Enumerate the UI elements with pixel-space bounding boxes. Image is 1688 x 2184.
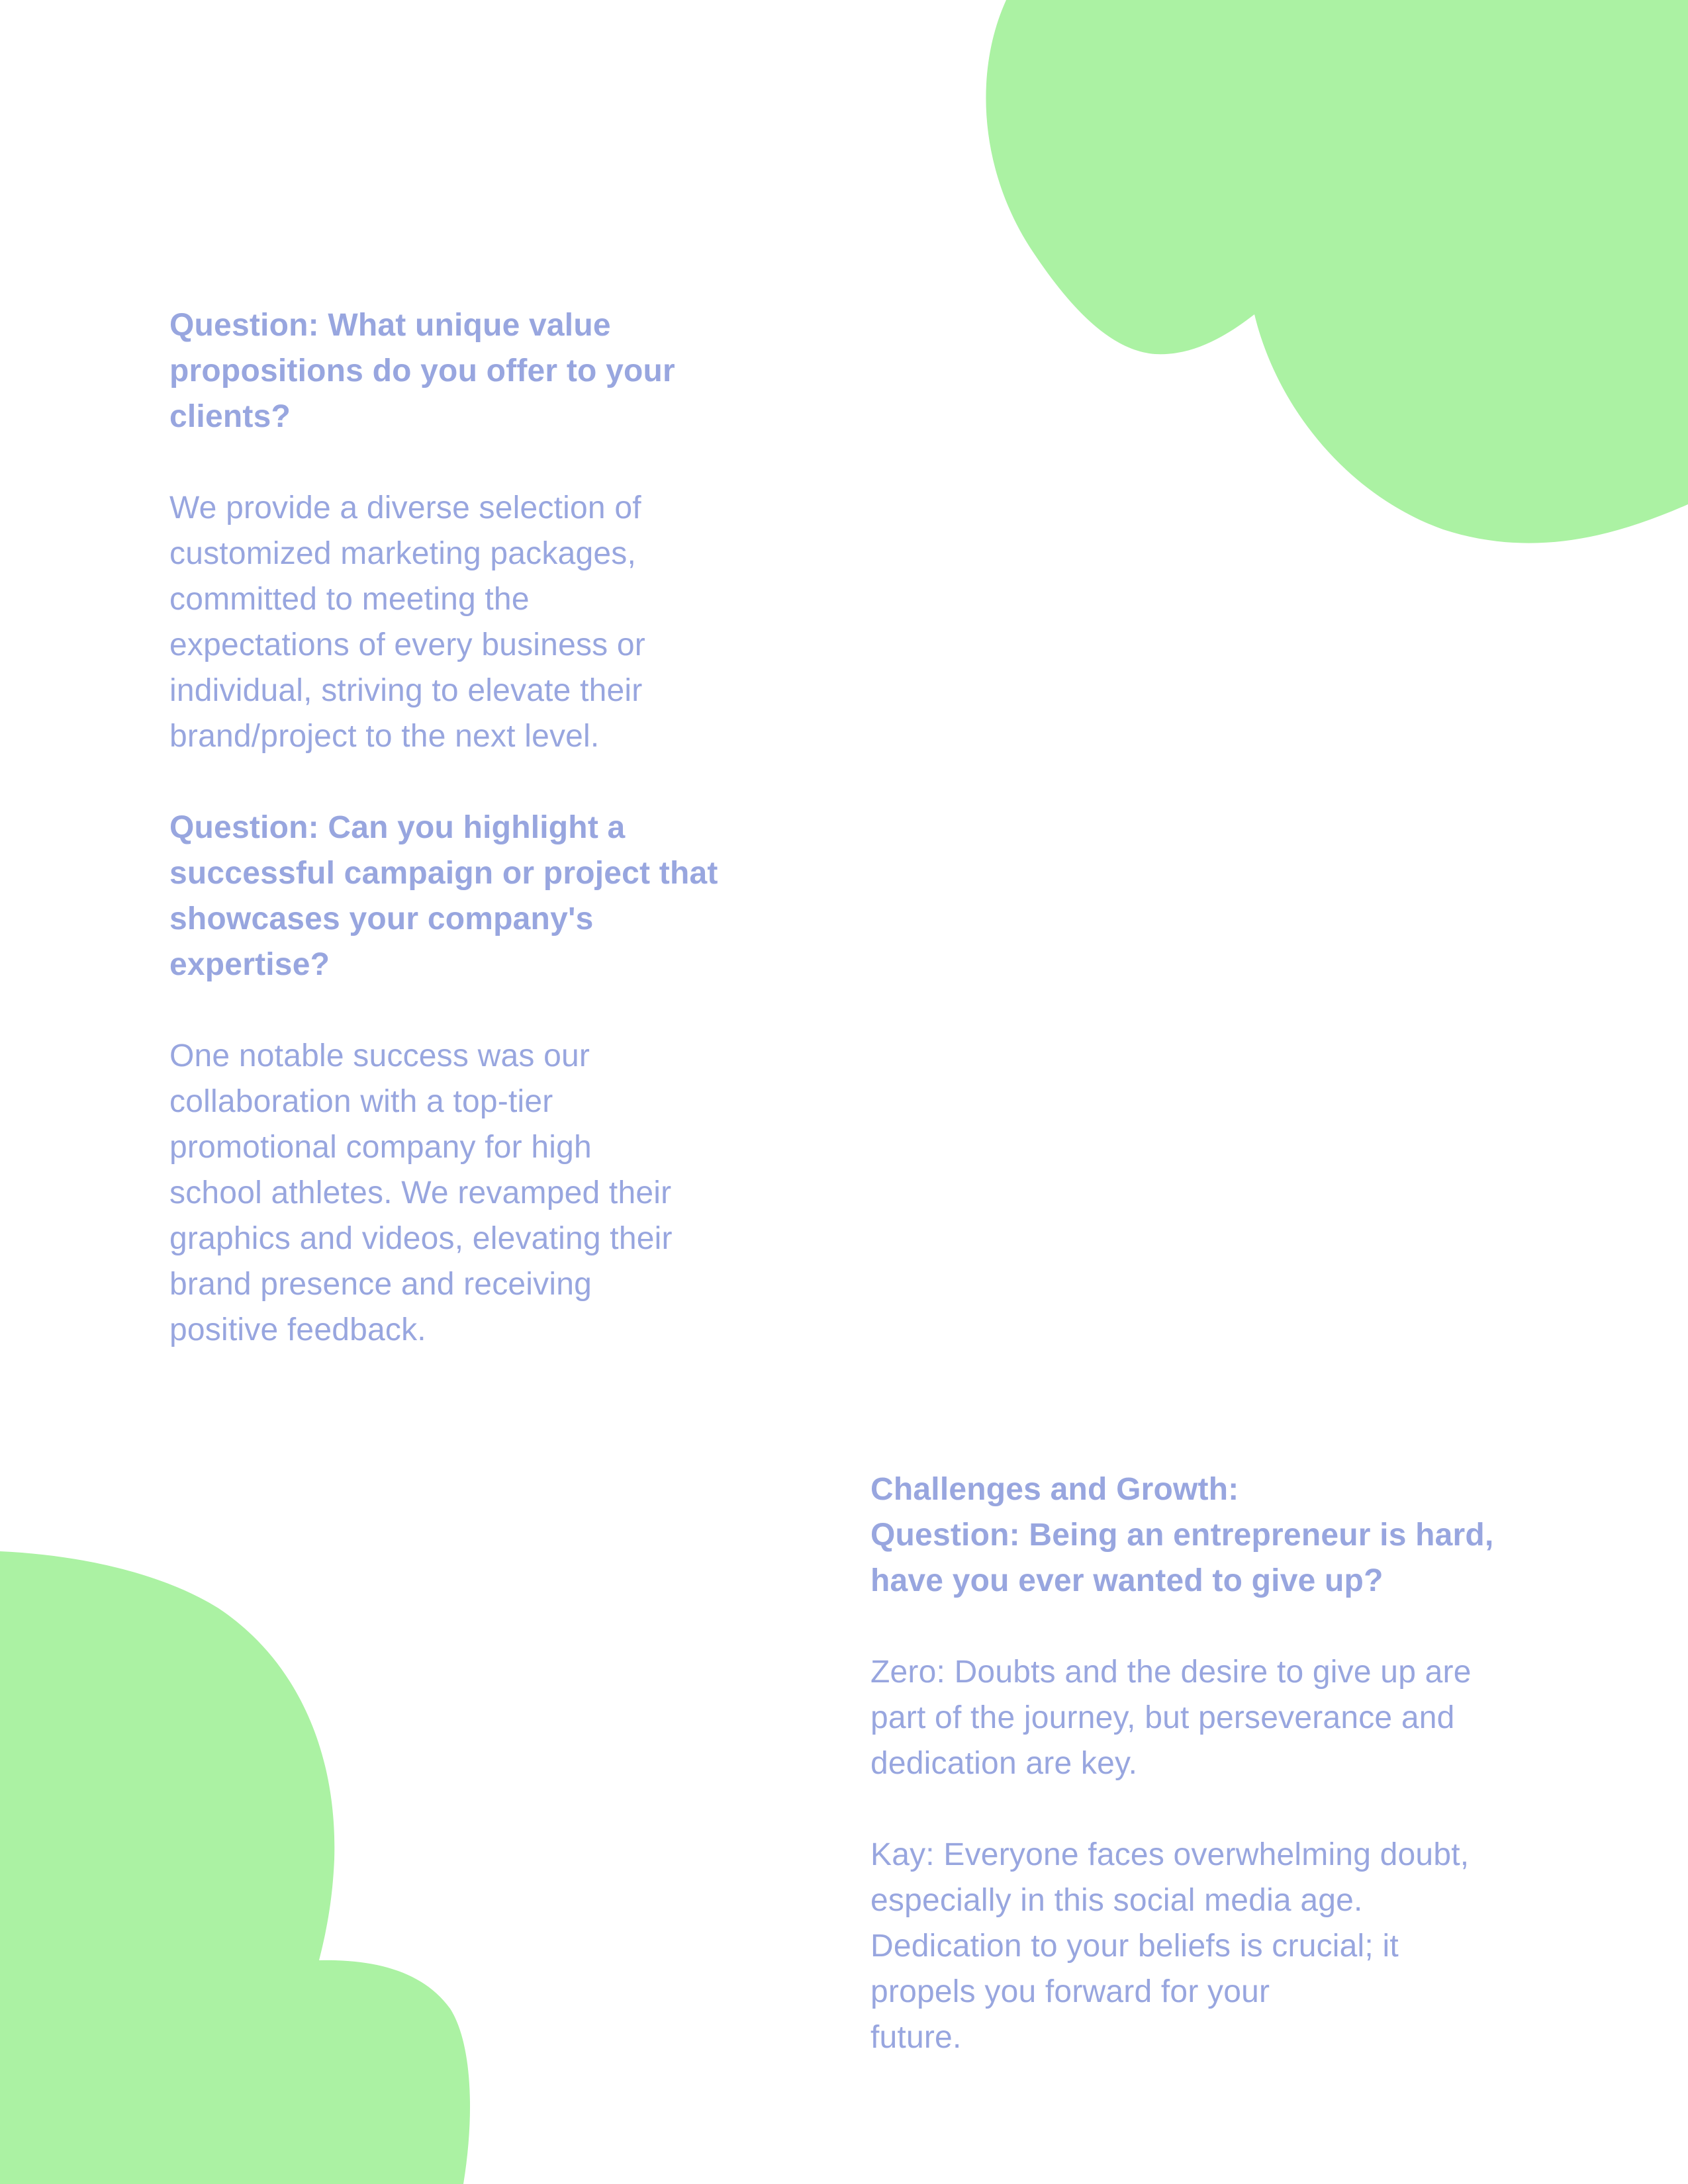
- right-column: [870, 1467, 1559, 2060]
- paragraph-gap: [870, 1786, 1559, 1832]
- question-give-up-heading: Question: Being an entrepreneur is hard, have you ever wanted to give up?: [870, 1518, 1494, 1598]
- answer-successful-campaign: One notable success was our collaboration with a top-tier promotional company for high school athletes. We revamped their graphics and videos, elevating their brand presence and receiving positive feedback.: [169, 1038, 673, 1347]
- paragraph-gap: [870, 1604, 1559, 1649]
- answer-value-propositions: We provide a diverse selection of customized marketing packages, committed to meeting the expectations of every business or individual, striving to elevate their brand/project to the next level.: [169, 490, 645, 754]
- paragraph-gap: [169, 987, 739, 1033]
- paragraph-gap: [169, 439, 739, 485]
- paragraph-gap: [169, 759, 739, 805]
- section-heading-challenges-growth: Challenges and Growth:: [870, 1472, 1239, 1507]
- answer-zero: Zero: Doubts and the desire to give up are part of the journey, but perseverance and dedication are key.: [870, 1655, 1472, 1781]
- answer-kay: Kay: Everyone faces overwhelming doubt, especially in this social media age. Dedication to your beliefs is crucial; it propels you forward for your future.: [870, 1837, 1470, 2055]
- left-column: [169, 302, 739, 1353]
- question-successful-campaign-heading: Question: Can you highlight a successful campaign or project that showcases your company's expertise?: [169, 810, 718, 982]
- question-value-propositions-heading: Question: What unique value propositions do you offer to your clients?: [169, 308, 675, 434]
